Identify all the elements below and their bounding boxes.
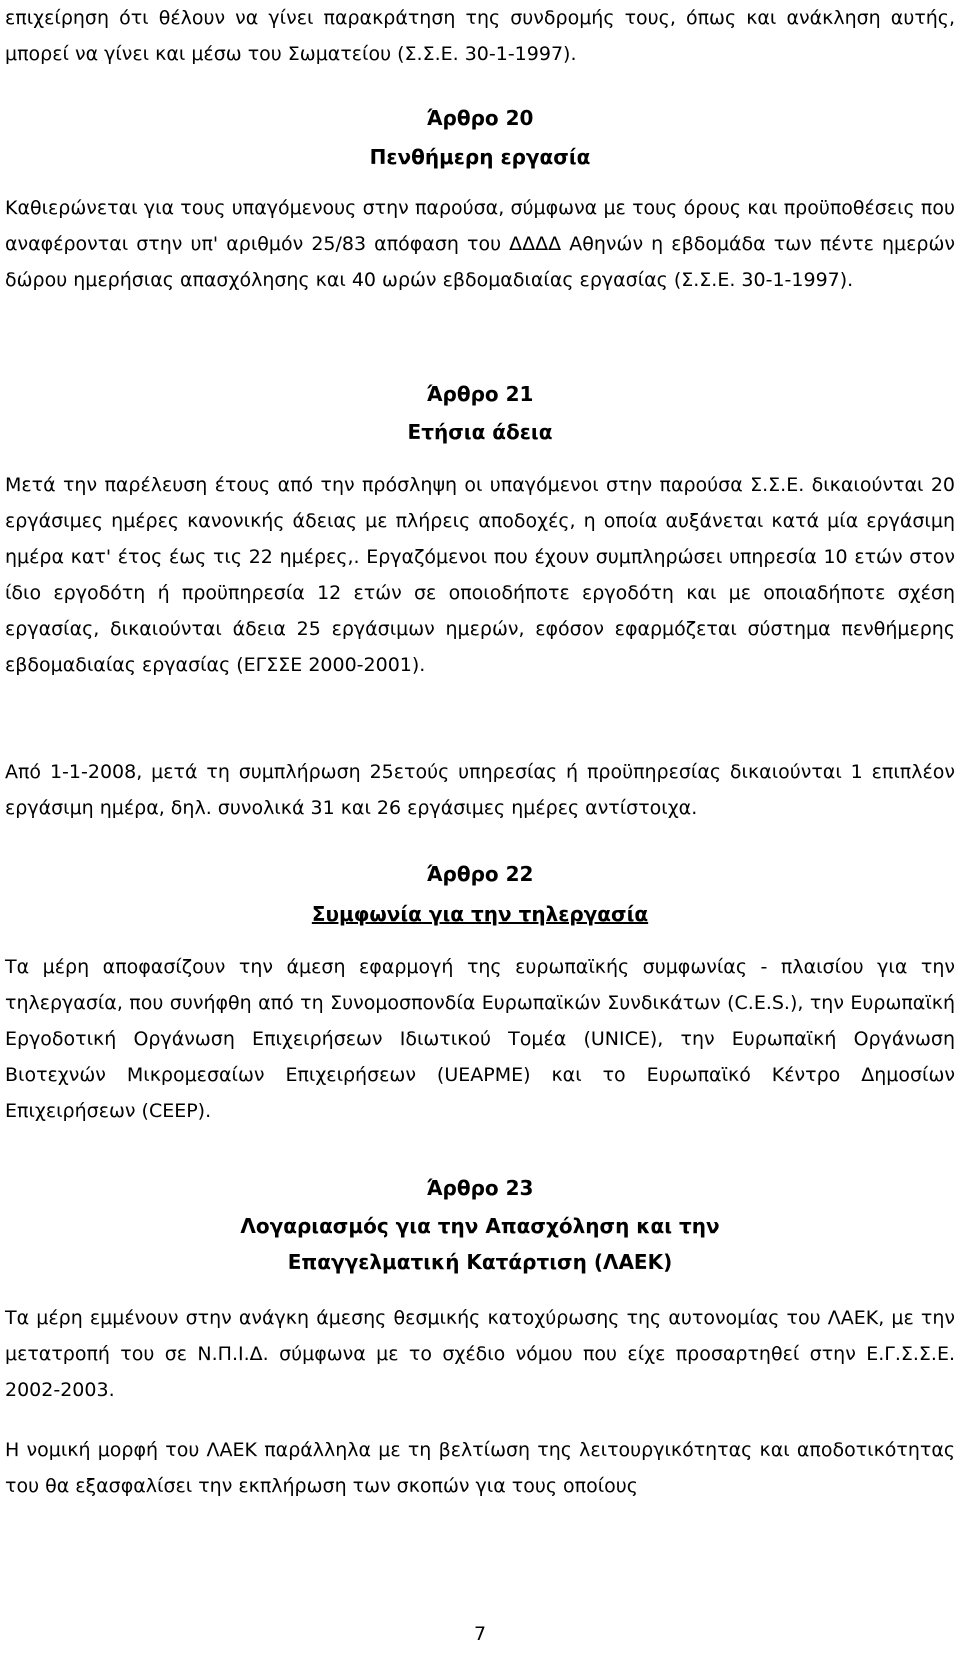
article-22-title: Συμφωνία για την τηλεργασία <box>311 902 649 926</box>
article-20-paragraph: Καθιερώνεται για τους υπαγόμενους στην παρούσα, σύμφωνα με τους όρους και προϋποθέσεις που αναφέρονται στην υπ' αριθμόν 25/83 απόφαση του ΔΔΔΔ Αθηνών η εβδομάδα των πέντε ημερών δώρου ημερήσιας απασχόλησης και 40 ωρών εβδομαδιαίας εργασίας (Σ.Σ.Ε. 30-1-1997). <box>5 197 955 291</box>
article-20-title: Πενθήμερη εργασία <box>369 145 591 169</box>
article-23-paragraph-2: Η νομική μορφή του ΛΑΕΚ παράλληλα με τη βελτίωση της λειτουργικότητας και αποδοτικότητας του θα εξασφαλίσει την εκπλήρωση των σκοπών για τους οποίους <box>5 1439 955 1497</box>
article-21-paragraph-2: Από 1-1-2008, μετά τη συμπλήρωση 25ετούς υπηρεσίας ή προϋπηρεσίας δικαιούνται 1 επιπλέον εργάσιμη ημέρα, δηλ. συνολικά 31 και 26 εργάσιμες ημέρες αντίστοιχα. <box>5 761 955 819</box>
article-22-paragraph: Τα μέρη αποφασίζουν την άμεση εφαρμογή της ευρωπαϊκής συμφωνίας - πλαισίου για την τηλεργασία, που συνήφθη από τη Συνομοσπονδία Ευρωπαϊκών Συνδικάτων (C.E.S.), την Ευρωπαϊκή Εργοδοτική Οργάνωση Επιχειρήσεων Ιδιωτικού Τομέα (UNICE), την Ευρωπαϊκή Οργάνωση Βιοτεχνών Μικρομεσαίων Επιχειρήσεων (UEAPME) και το Ευρωπαϊκό Κέντρο Δημοσίων Επιχειρήσεων (CEEP). <box>5 956 955 1122</box>
article-21-number: Άρθρο 21 <box>426 382 534 406</box>
page-number: 7 <box>473 1623 487 1645</box>
intro-paragraph: επιχείρηση ότι θέλουν να γίνει παρακράτηση της συνδρομής τους, όπως και ανάκληση αυτής, μπορεί να γίνει και μέσω του Σωματείου (Σ.Σ.Ε. 30-1-1997). <box>5 7 955 65</box>
article-20-number: Άρθρο 20 <box>426 106 534 130</box>
article-22-number: Άρθρο 22 <box>426 862 534 886</box>
article-23-number: Άρθρο 23 <box>426 1176 534 1200</box>
article-21-title: Ετήσια άδεια <box>407 420 553 444</box>
article-23-title: Λογαριασμός για την Απασχόληση και την Επαγγελματική Κατάρτιση (ΛΑΕΚ) <box>240 1214 720 1274</box>
article-23-paragraph-1: Τα μέρη εμμένουν στην ανάγκη άμεσης θεσμικής κατοχύρωσης της αυτονομίας του ΛΑΕΚ, με την μετατροπή του σε Ν.Π.Ι.Δ. σύμφωνα με το σχέδιο νόμου που είχε προσαρτηθεί στην Ε.Γ.Σ.Σ.Ε. 2002-2003. <box>5 1307 955 1401</box>
article-21-paragraph-1: Μετά την παρέλευση έτους από την πρόσληψη οι υπαγόμενοι στην παρούσα Σ.Σ.Ε. δικαιούνται 20 εργάσιμες ημέρες κανονικής άδειας με πλήρεις αποδοχές, η οποία αυξάνεται κατά μία εργάσιμη ημέρα κατ' έτος έως τις 22 ημέρες,. Εργαζόμενοι που έχουν συμπληρώσει υπηρεσία 10 ετών στον ίδιο εργοδότη ή προϋπηρεσία 12 ετών σε οποιοδήποτε εργοδότη και με οποιαδήποτε σχέση εργασίας, δικαιούνται άδεια 25 εργάσιμων ημερών, εφόσον εφαρμόζεται σύστημα πενθήμερης εβδομαδιαίας εργασίας (ΕΓΣΣΕ 2000-2001). <box>5 474 955 676</box>
